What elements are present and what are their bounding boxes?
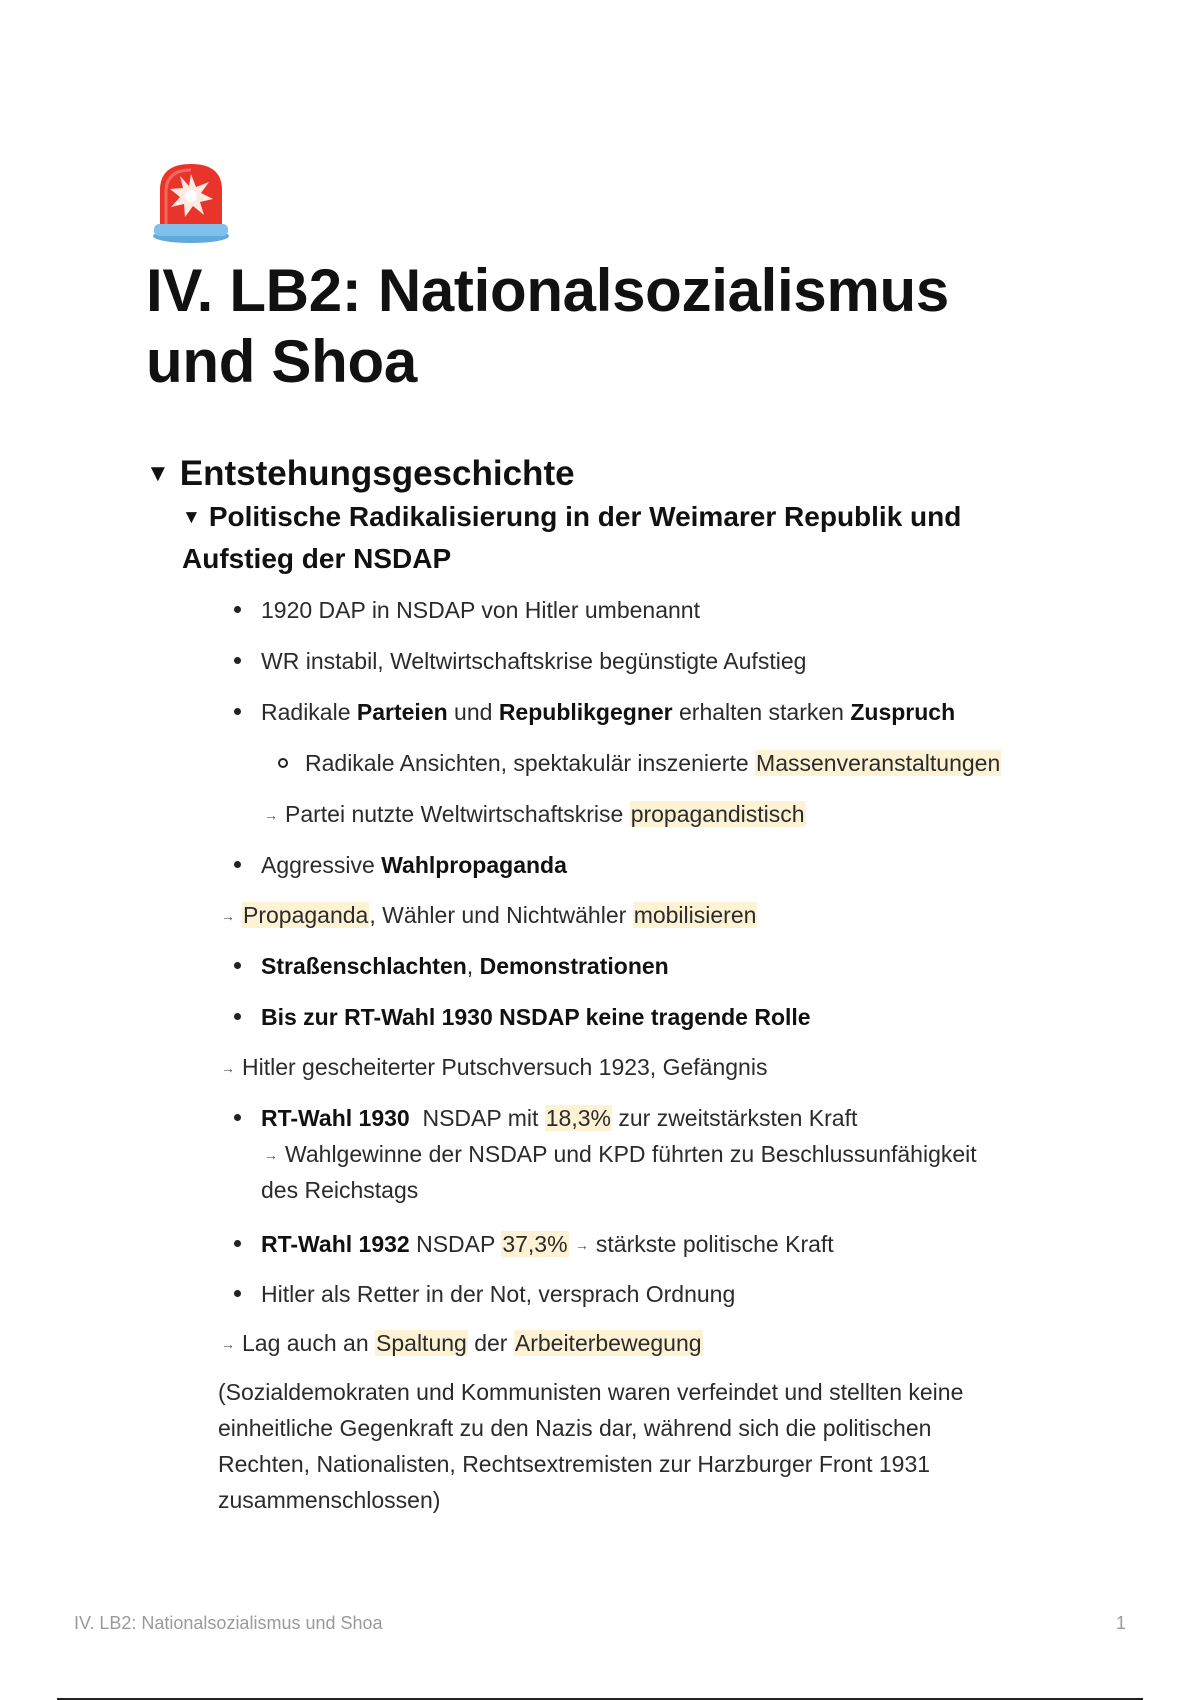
arrow-line [221, 1325, 703, 1362]
paragraph-line: Rechten, Nationalisten, Rechtsextremisten zur Harzburger Front 1931 [218, 1451, 931, 1477]
list-item [261, 1226, 834, 1263]
nested-list-item [305, 745, 1001, 781]
page-number: 1 [1115, 1613, 1126, 1633]
list-item [261, 948, 669, 984]
text: Aggressive [261, 852, 382, 878]
list-item-continuation: des Reichstags [261, 1177, 419, 1203]
text: NSDAP mit [409, 1105, 545, 1131]
bold-text: RT-Wahl 1932 [261, 1231, 410, 1257]
arrow-line [221, 897, 757, 934]
text: Radikale Ansichten, spektakulär inszenierte [305, 750, 756, 776]
text: stärkste politische Kraft [595, 1231, 834, 1257]
text: Partei nutzte Weltwirtschaftskrise [285, 801, 630, 827]
bullet-dot [234, 1013, 241, 1020]
list-item [261, 847, 567, 883]
arrow-right-icon: → [264, 1147, 278, 1163]
bold-text: RT-Wahl 1930 [261, 1105, 410, 1131]
list-item: Hitler als Retter in der Not, versprach Ordnung [261, 1281, 736, 1307]
bullet-dot [234, 606, 241, 613]
paragraph-line: (Sozialdemokraten und Kommunisten waren verfeindet und stellten keine [218, 1379, 964, 1405]
highlighted-text: propagandistisch [630, 801, 805, 827]
subsection-heading-text: Politische Radikalisierung in der Weimarer Republik und Aufstieg der NSDAP [182, 501, 962, 574]
list-item: 1920 DAP in NSDAP von Hitler umbenannt [261, 597, 700, 623]
list-item: WR instabil, Weltwirtschaftskrise begünstigte Aufstieg [261, 648, 807, 674]
arrow-line [264, 796, 806, 833]
list-item-continuation [264, 1136, 977, 1173]
footer-title: IV. LB2: Nationalsozialismus und Shoa [74, 1613, 383, 1633]
bold-text: Wahlpropaganda [381, 852, 567, 878]
text: Wahlgewinne der NSDAP und KPD führten zu Beschlussunfähigkeit [285, 1141, 977, 1167]
toggle-subheading-radikalisierung[interactable] [182, 496, 1062, 579]
list-item: Bis zur RT-Wahl 1930 NSDAP keine tragende Rolle [261, 1004, 811, 1030]
highlighted-text: Arbeiterbewegung [514, 1330, 702, 1356]
text: der [467, 1330, 514, 1356]
bold-text: Zuspruch [850, 699, 956, 725]
bold-text: Demonstrationen [479, 953, 669, 979]
text: Hitler gescheiterter Putschversuch 1923, Gefängnis [242, 1054, 768, 1080]
arrow-line [221, 1049, 767, 1086]
triangle-down-icon[interactable]: ▼ [182, 507, 201, 528]
text: Radikale [261, 699, 357, 725]
highlighted-text: Spaltung [376, 1330, 467, 1356]
text: zur zweitstärksten Kraft [611, 1105, 858, 1131]
paragraph-line: zusammenschlossen) [218, 1487, 441, 1513]
bullet-dot [234, 1240, 241, 1247]
text: Lag auch an [242, 1330, 376, 1356]
highlighted-text: Massenveranstaltungen [756, 750, 1001, 776]
bullet-dot [234, 1290, 241, 1297]
highlighted-text: 18,3% [545, 1105, 611, 1131]
text: und [447, 699, 499, 725]
bullet-dot [234, 1114, 241, 1121]
arrow-right-icon: → [221, 908, 235, 924]
text: erhalten starken [672, 699, 851, 725]
text: , Wähler und Nichtwähler [369, 902, 633, 928]
bullet-circle [278, 758, 288, 768]
highlighted-text: Propaganda [243, 902, 369, 928]
explanation-paragraph [218, 1374, 1038, 1518]
arrow-right-icon: → [221, 1060, 235, 1076]
page-title: IV. LB2: Nationalsozialismus und Shoa [146, 257, 949, 395]
section-heading-text: Entstehungsgeschichte [179, 454, 575, 493]
highlighted-text: 37,3% [502, 1231, 568, 1257]
highlighted-text: mobilisieren [633, 902, 757, 928]
text: , [466, 953, 480, 979]
arrow-right-icon: → [574, 1237, 589, 1253]
arrow-right-icon: → [264, 807, 278, 823]
bullet-dot [234, 861, 241, 868]
police-siren-icon [150, 158, 232, 244]
bold-text: Parteien [356, 699, 448, 725]
list-item [261, 694, 955, 730]
arrow-right-icon: → [221, 1336, 235, 1352]
bold-text: Republikgegner [498, 699, 673, 725]
text: NSDAP [409, 1231, 502, 1257]
bullet-dot [234, 657, 241, 664]
triangle-down-icon[interactable]: ▼ [146, 460, 170, 487]
bullet-dot [234, 962, 241, 969]
toggle-heading-entstehungsgeschichte[interactable] [146, 452, 575, 496]
list-item [261, 1100, 857, 1136]
bullet-dot [234, 708, 241, 715]
paragraph-line: einheitliche Gegenkraft zu den Nazis dar, während sich die politischen [218, 1415, 932, 1441]
bold-text: Straßenschlachten [261, 953, 467, 979]
